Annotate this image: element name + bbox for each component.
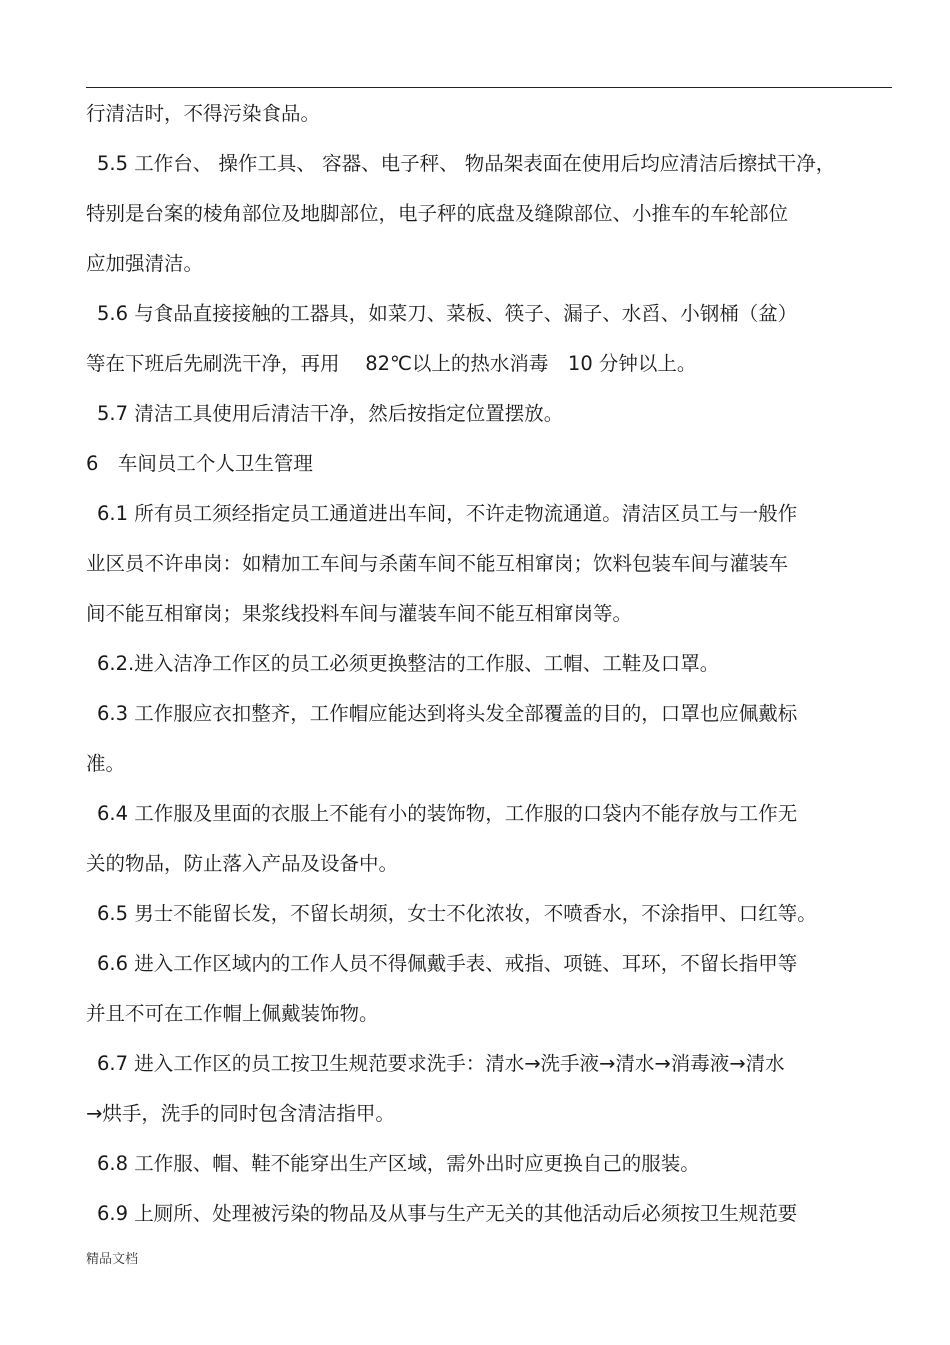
text-line: 6.1 所有员工须经指定员工通道进出车间，不许走物流通道。清洁区员工与一般作 xyxy=(97,502,798,525)
text-line: 5.7 清洁工具使用后清洁干净，然后按指定位置摆放。 xyxy=(97,402,564,425)
text-line: 行清洁时，不得污染食品。 xyxy=(86,102,321,125)
text-line: 等在下班后先刷洗干净，再用 82℃以上的热水消毒 10 分钟以上。 xyxy=(86,352,697,375)
text-line: 5.5 工作台、 操作工具、 容器、电子秤、 物品架表面在使用后均应清洁后擦拭干净， xyxy=(97,152,836,175)
text-line: →烘手，洗手的同时包含清洁指甲。 xyxy=(86,1102,395,1125)
text-line: 6.3 工作服应衣扣整齐，工作帽应能达到将头发全部覆盖的目的，口罩也应佩戴标 xyxy=(97,702,798,725)
text-line: 6.5 男士不能留长发，不留长胡须，女士不化浓妆，不喷香水，不涂指甲、口红等。 xyxy=(97,902,817,925)
text-line: 间不能互相窜岗；果浆线投料车间与灌装车间不能互相窜岗等。 xyxy=(86,602,633,625)
header-rule xyxy=(86,87,892,88)
text-line: 并且不可在工作帽上佩戴装饰物。 xyxy=(86,1002,379,1025)
document-body xyxy=(86,96,876,1246)
text-line: 应加强清洁。 xyxy=(86,252,204,275)
text-line: 6.7 进入工作区的员工按卫生规范要求洗手：清水→洗手液→清水→消毒液→清水 xyxy=(97,1052,785,1075)
footer-label: 精品文档 xyxy=(86,1252,139,1267)
text-line: 5.6 与食品直接接触的工器具，如菜刀、菜板、筷子、漏子、水舀、小钢桶（盆） xyxy=(97,302,798,325)
text-line: 6.4 工作服及里面的衣服上不能有小的装饰物，工作服的口袋内不能存放与工作无 xyxy=(97,802,798,825)
text-line: 6.8 工作服、帽、鞋不能穿出生产区域，需外出时应更换自己的服装。 xyxy=(97,1152,700,1175)
text-line: 6.9 上厕所、处理被污染的物品及从事与生产无关的其他活动后必须按卫生规范要 xyxy=(97,1202,798,1225)
section-heading: 6 车间员工个人卫生管理 xyxy=(86,452,313,475)
text-line: 业区员不许串岗：如精加工车间与杀菌车间不能互相窜岗；饮料包装车间与灌装车 xyxy=(86,552,789,575)
text-line: 准。 xyxy=(86,752,126,775)
text-line: 6.2.进入洁净工作区的员工必须更换整洁的工作服、工帽、工鞋及口罩。 xyxy=(97,652,720,675)
text-line: 特别是台案的棱角部位及地脚部位，电子秤的底盘及缝隙部位、小推车的车轮部位 xyxy=(86,202,789,225)
text-line: 6.6 进入工作区域内的工作人员不得佩戴手表、戒指、项链、耳环，不留长指甲等 xyxy=(97,952,798,975)
text-line: 关的物品，防止落入产品及设备中。 xyxy=(86,852,399,875)
